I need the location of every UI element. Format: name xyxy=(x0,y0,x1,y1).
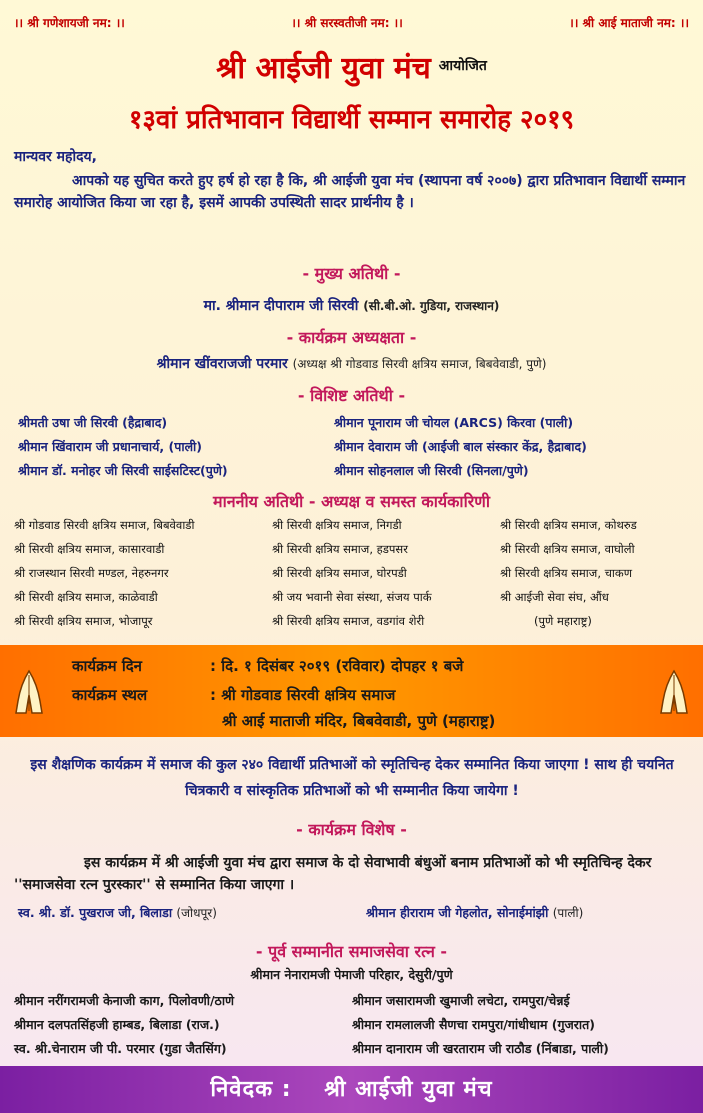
honored-col2-5: श्री सिरवी क्षत्रिय समाज, वडगांव शेरी xyxy=(272,614,425,628)
event-date-row xyxy=(72,656,463,676)
past-awardee-left-3: स्व. श्री.चेनाराम जी पी. परमार (गुडा जैतसिंग) xyxy=(14,1041,227,1056)
past-awardee-left-2: श्रीमान दलपतसिंहजी हाम्बड, बिलाडा (राज.) xyxy=(14,1017,220,1032)
honored-col3-4: श्री आईजी सेवा संघ, औंध xyxy=(500,590,609,604)
event-venue-label: कार्यक्रम स्थल xyxy=(72,686,148,704)
event-info-band xyxy=(0,645,703,737)
intro-body: आपको यह सुचित करते हुए हर्ष हो रहा है कि, श्री आईजी युवा मंच (स्थापना वर्ष २००७) द्वारा प्रतिभावान विद्यार्थी सम्मान समारोह आयोजित किया जा रहा है, इसमें आपकी उपस्थिती सादर प्रार्थनीय है । xyxy=(14,173,686,211)
president-detail: (अध्यक्ष श्री गोडवाड सिरवी क्षत्रिय समाज, बिबवेवाडी, पुणे) xyxy=(292,357,547,371)
past-awardees-heading: - पूर्व सम्मानीत समाजसेवा रत्न - xyxy=(255,942,448,961)
footer-band xyxy=(0,1066,703,1113)
special-guest-left-1: श्रीमती उषा जी सिरवी (हैद्राबाद) xyxy=(18,415,168,430)
special-guest-left-2: श्रीमान खिंवाराम जी प्रधानाचार्य, (पाली) xyxy=(18,439,202,454)
past-awardee-right-1: श्रीमान जसारामजी खुमाजी लचेटा, रामपुरा/चेन्नई xyxy=(352,993,570,1008)
salutation: मान्यवर महोदय, xyxy=(14,149,97,165)
honored-col1-5: श्री सिरवी क्षत्रिय समाज, भोजापूर xyxy=(14,614,153,628)
event-venue-value-2: श्री आई माताजी मंदिर, बिबवेवाडी, पुणे (महाराष्ट्र) xyxy=(222,712,496,730)
event-date-label: कार्यक्रम दिन xyxy=(72,657,142,675)
invocation-aai-mata: ।। श्री आई माताजी नम: ।। xyxy=(569,16,689,30)
honored-col3-2: श्री सिरवी क्षत्रिय समाज, वाघोली xyxy=(500,542,635,556)
chief-guest-heading: - मुख्य अतिथी - xyxy=(302,264,401,283)
awardee-1-name: स्व. श्री. डॉ. पुखराज जी, बिलाडा xyxy=(18,905,173,920)
awardee-1 xyxy=(18,904,217,921)
special-guest-right-3: श्रीमान सोहनलाल जी सिरवी (सिनला/पुणे) xyxy=(334,463,529,478)
honored-col2-3: श्री सिरवी क्षत्रिय समाज, घोरपडी xyxy=(272,566,407,580)
honored-col2-2: श्री सिरवी क्षत्रिय समाज, हडपसर xyxy=(272,542,408,556)
footer-label: निवेदक : xyxy=(210,1077,292,1102)
chief-guest-detail: (सी.बी.ओ. गुडिया, राजस्थान) xyxy=(363,299,500,313)
honored-guests-heading: माननीय अतिथी - अध्यक्ष व समस्त कार्यकारिणी xyxy=(213,492,490,511)
awardee-2-place: (पाली) xyxy=(552,906,584,920)
event-venue-value-1: : श्री गोडवाड सिरवी क्षत्रिय समाज xyxy=(210,686,396,704)
invocation-saraswati: ।। श्री सरस्वतीजी नम: ।। xyxy=(291,16,403,30)
honored-col3-1: श्री सिरवी क्षत्रिय समाज, कोथरुड xyxy=(500,518,637,532)
organizer-name: श्री आईजी युवा मंच xyxy=(216,51,431,86)
past-awardee-top: श्रीमान नेनारामजी पेमाजी परिहार, देसुरी/पुणे xyxy=(250,967,453,982)
event-date-value: : दि. १ दिसंबर २०१९ (रविवार) दोपहर १ बजे xyxy=(210,657,464,675)
folded-hands-icon-right xyxy=(653,667,695,717)
program-note: इस शैक्षणिक कार्यक्रम में समाज की कुल २४० विद्यार्थी प्रतिभाओं को स्मृतिचिन्ह देकर सम्मानित किया जाएगा ! साथ ही चयनित चित्रकारी व सांस्कृतिक प्रतिभाओं को भी सम्मानीत किया जायेगा ! xyxy=(30,757,674,799)
honored-col1-2: श्री सिरवी क्षत्रिय समाज, कासारवाडी xyxy=(14,542,165,556)
honored-col1-3: श्री राजस्थान सिरवी मण्डल, नेहरुनगर xyxy=(14,566,169,580)
folded-hands-icon-left xyxy=(8,667,50,717)
chief-guest-line xyxy=(0,296,703,315)
special-guest-right-1: श्रीमान पूनाराम जी चोयल (ARCS) किरवा (पाली) xyxy=(334,415,574,430)
invocation-row xyxy=(0,14,703,31)
awardee-2-name: श्रीमान हीराराम जी गेहलोत, सोनाईमांझी xyxy=(366,905,549,920)
honored-col1-1: श्री गोडवाड सिरवी क्षत्रिय समाज, बिबवेवाडी xyxy=(14,518,195,532)
chief-guest-name: मा. श्रीमान दीपाराम जी सिरवी xyxy=(203,298,359,314)
event-venue-row xyxy=(72,685,395,705)
honored-col3-5: (पुणे महाराष्ट्र) xyxy=(534,614,592,628)
honored-col2-4: श्री जय भवानी सेवा संस्था, संजय पार्क xyxy=(272,590,432,604)
honored-col2-1: श्री सिरवी क्षत्रिय समाज, निगडी xyxy=(272,518,402,532)
footer-org: श्री आईजी युवा मंच xyxy=(324,1077,493,1102)
special-program-body: इस कार्यक्रम में श्री आईजी युवा मंच द्वारा समाज के दो सेवाभावी बंधुओं बनाम प्रतिभाओं को भी स्मृतिचिन्ह देकर ''समाजसेवा रत्न पुरस्कार'' से सम्मानित किया जाएगा । xyxy=(14,855,652,893)
president-heading: - कार्यक्रम अध्यक्षता - xyxy=(286,328,417,347)
organized-label: आयोजित xyxy=(438,58,487,74)
past-awardee-right-3: श्रीमान दानाराम जी खरताराम जी राठौड (निंबाडा, पाली) xyxy=(352,1041,609,1056)
event-title: १३वां प्रतिभावान विद्यार्थी सम्मान समारोह २०१९ xyxy=(128,105,575,135)
honored-col1-4: श्री सिरवी क्षत्रिय समाज, काळेवाडी xyxy=(14,590,158,604)
invocation-ganesh: ।। श्री गणेशायजी नम: ।। xyxy=(14,16,125,30)
president-line xyxy=(0,354,703,373)
president-name: श्रीमान खींवराजजी परमार xyxy=(156,356,288,372)
special-guest-right-2: श्रीमान देवाराम जी (आईजी बाल संस्कार केंद्र, हैद्राबाद) xyxy=(334,439,587,454)
organizer-title xyxy=(0,46,703,87)
special-program-heading: - कार्यक्रम विशेष - xyxy=(296,820,407,839)
past-awardee-left-1: श्रीमान नरींगरामजी केनाजी काग, पिलोवणी/ठाणे xyxy=(14,993,235,1008)
past-awardee-right-2: श्रीमान रामलालजी सैणचा रामपुरा/गांधीधाम (गुजरात) xyxy=(352,1017,595,1032)
awardee-1-place: (जोधपूर) xyxy=(176,906,217,920)
honored-col3-3: श्री सिरवी क्षत्रिय समाज, चाकण xyxy=(500,566,633,580)
special-guests-heading: - विशिष्ट अतिथी - xyxy=(297,386,406,405)
special-guest-left-3: श्रीमान डॉ. मनोहर जी सिरवी साईसटिस्ट(पुणे) xyxy=(18,463,228,478)
awardee-2 xyxy=(366,904,583,921)
